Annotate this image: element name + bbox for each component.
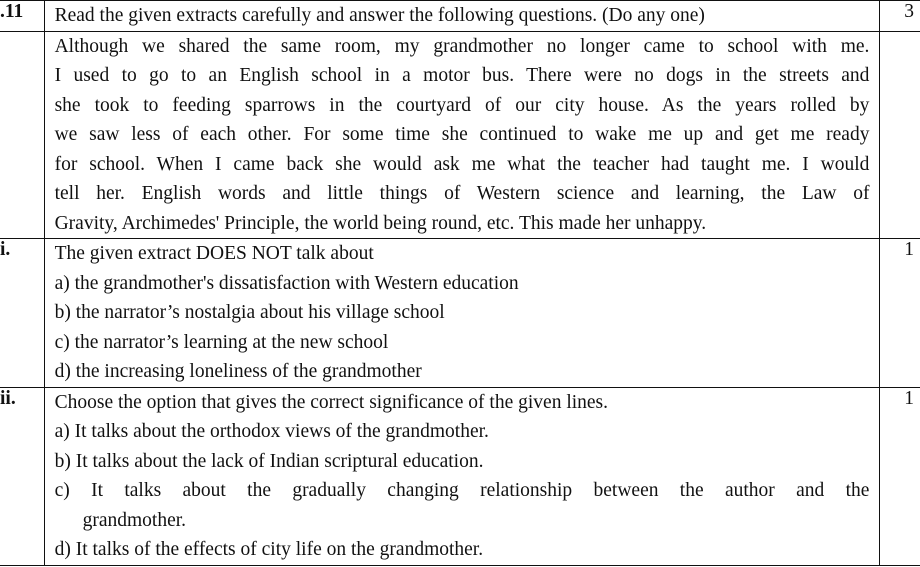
option: a) the grandmother's dissatisfaction with Western education — [54, 272, 519, 294]
option: b) the narrator’s nostalgia about his village school — [54, 302, 445, 323]
option: d) the increasing loneliness of the grandmother — [54, 361, 422, 382]
sub-question-marks: 1 — [880, 387, 920, 565]
passage-line: we saw less of each other. For some time she continued to wake me up and get me ready — [54, 124, 870, 145]
question-marks: 3 — [880, 1, 920, 32]
option: c) It talks about the gradually changing relationship between the author and the — [54, 480, 870, 501]
sub-question-number: ii. — [0, 387, 44, 565]
passage-line: Although we shared the same room, my grandmother no longer came to school with me. — [54, 35, 870, 57]
question-instruction: Read the given extracts carefully and answer the following questions. (Do any one) — [54, 5, 705, 26]
question-header-row — [0, 1, 920, 32]
passage-line: Gravity, Archimedes' Principle, the world being round, etc. This made her unhappy. — [54, 212, 707, 234]
passage-line: I used to go to an English school in a motor bus. There were no dogs in the streets and — [54, 65, 870, 86]
passage-line: tell her. English words and little things of Western science and learning, the Law of — [54, 183, 870, 204]
option: c) the narrator’s learning at the new school — [54, 331, 389, 353]
sub-question-row — [0, 239, 920, 388]
passage-line: for school. When I came back she would ask me what the teacher had taught me. I would — [54, 153, 870, 175]
passage — [44, 31, 880, 239]
question-number: .11 — [0, 1, 44, 32]
option-continuation: grandmother. — [82, 509, 187, 531]
sub-question-row — [0, 387, 920, 565]
option: d) It talks of the effects of city life on the grandmother. — [54, 539, 484, 560]
sub-question-prompt: Choose the option that gives the correct significance of the given lines. — [54, 391, 609, 413]
sub-question-prompt: The given extract DOES NOT talk about — [54, 243, 374, 264]
option: b) It talks about the lack of Indian scriptural education. — [54, 450, 484, 472]
passage-line: she took to feeding sparrows in the courtyard of our city house. As the years rolled by — [54, 94, 870, 116]
passage-row — [0, 31, 920, 239]
option: a) It talks about the orthodox views of the grandmother. — [54, 421, 489, 442]
sub-question-marks: 1 — [880, 239, 920, 388]
sub-question-number: i. — [0, 239, 44, 388]
